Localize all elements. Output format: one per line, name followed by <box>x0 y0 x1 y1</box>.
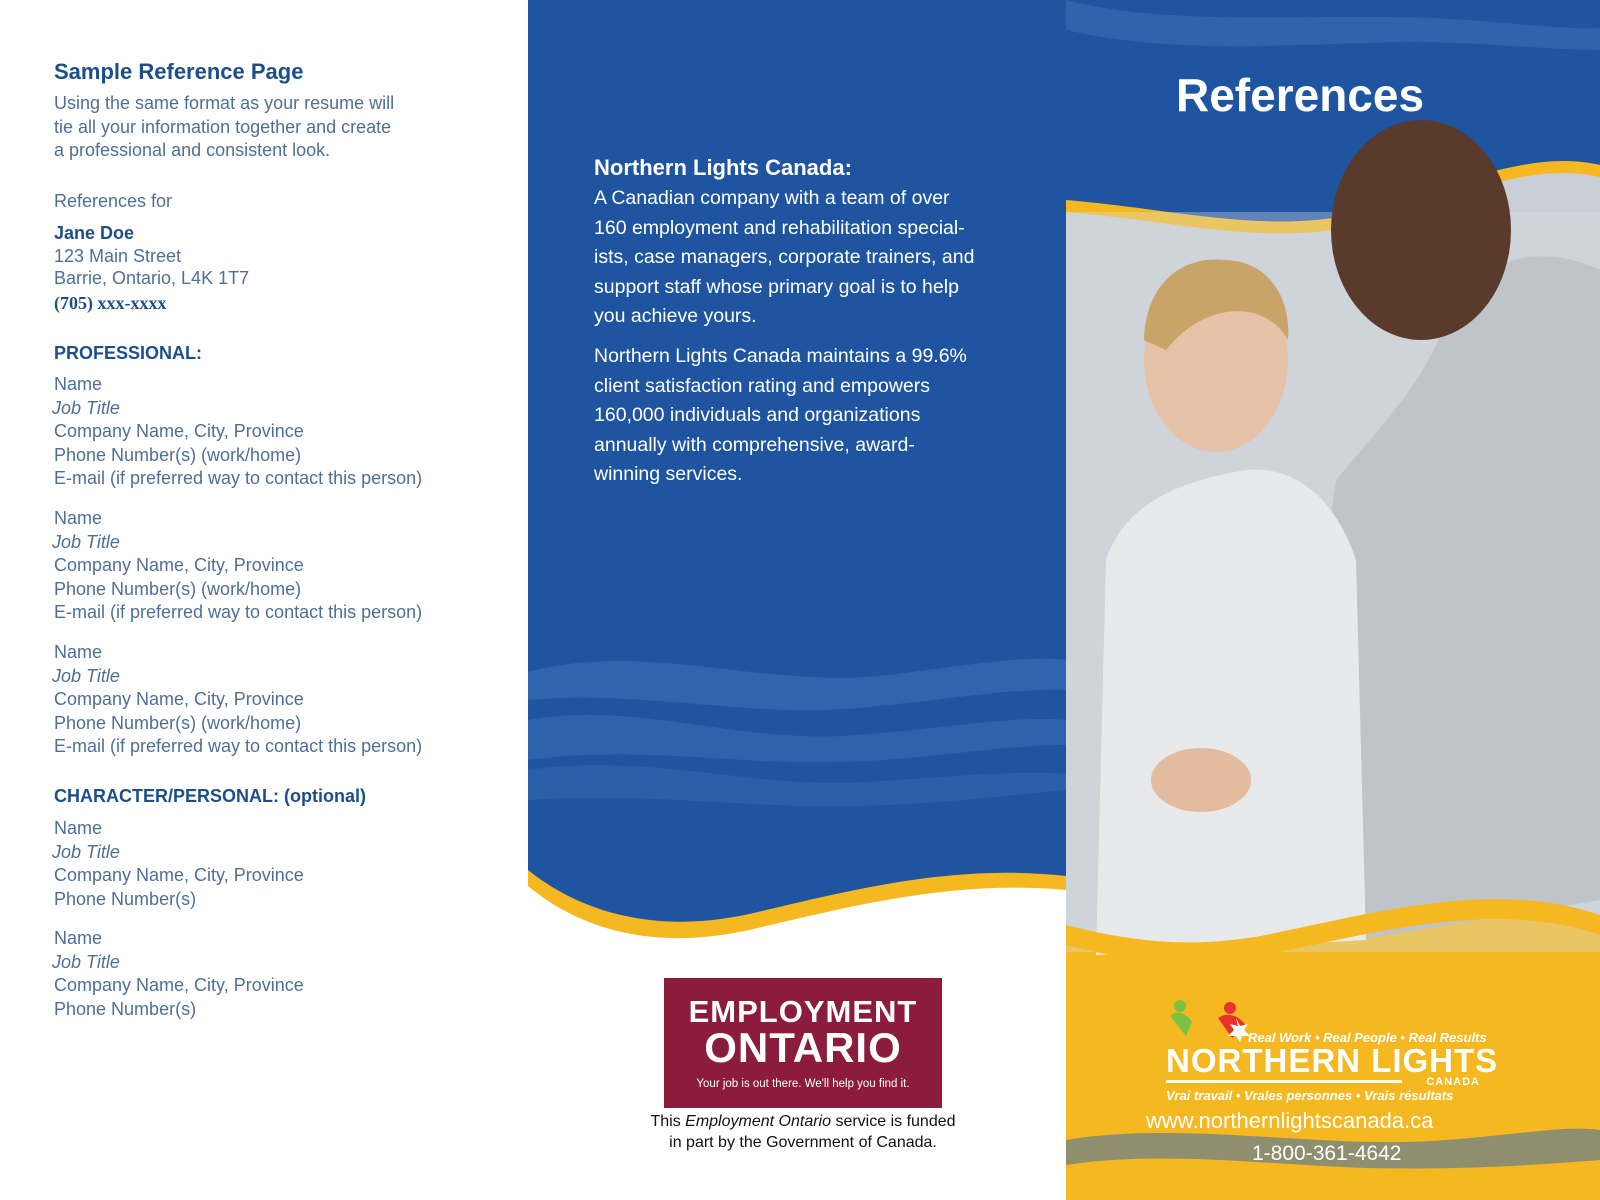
photo-illustration <box>1066 120 1600 955</box>
ref-phone: Phone Number(s) (work/home) <box>54 444 302 465</box>
logo-tagline-french: Vrai travail • Vrales personnes • Vrais résultats <box>1166 1088 1454 1103</box>
ref-email: E-mail (if preferred way to contact this person) <box>54 468 423 488</box>
northern-lights-logo <box>1166 996 1506 1106</box>
phone-number: 1-800-361-4642 <box>1252 1142 1402 1165</box>
about-line: 160,000 individuals and organizations <box>594 404 921 426</box>
ref-company: Company Name, City, Province <box>54 421 304 441</box>
personal-reference <box>54 927 304 1021</box>
logo-tagline-english: Real Work • Real People • Real Results <box>1248 1030 1487 1045</box>
person-street: 123 Main Street <box>54 246 182 266</box>
logo-country: CANADA <box>1426 1076 1480 1088</box>
ref-phone: Phone Number(s) (work/home) <box>54 578 302 599</box>
ref-phone: Phone Number(s) (work/home) <box>54 712 302 733</box>
eo-logo-line1: EMPLOYMENT <box>688 994 918 1029</box>
about-paragraph-1 <box>594 184 1014 332</box>
professional-reference <box>54 373 422 491</box>
ref-company: Company Name, City, Province <box>54 555 304 575</box>
panel-title: Sample Reference Page <box>54 59 304 84</box>
personal-heading: CHARACTER/PERSONAL: (optional) <box>54 786 366 806</box>
personal-reference <box>54 817 304 911</box>
about-panel <box>528 0 1066 1200</box>
ref-name: Name <box>54 508 103 528</box>
person-name: Jane Doe <box>54 223 135 243</box>
funding-program-name: Employment Ontario <box>685 1113 831 1130</box>
about-line: A Canadian company with a team of over <box>594 187 950 209</box>
professional-reference <box>54 507 422 625</box>
references-for-label: References for <box>54 191 173 211</box>
eo-logo-line2: ONTARIO <box>704 1024 902 1071</box>
ref-job-title: Job Title <box>52 397 120 418</box>
ref-phone: Phone Number(s) <box>54 998 197 1019</box>
ref-name: Name <box>54 818 103 838</box>
eo-logo-tagline: Your job is out there. We'll help you find it. <box>696 1078 910 1090</box>
ref-email: E-mail (if preferred way to contact this person) <box>54 736 423 756</box>
funding-text: service is funded <box>831 1113 956 1130</box>
website-link[interactable]: www.northernlightscanada.ca <box>1146 1108 1434 1133</box>
ref-company: Company Name, City, Province <box>54 975 304 995</box>
about-line: ists, case managers, corporate trainers, and <box>594 246 975 268</box>
about-line: Northern Lights Canada maintains a 99.6% <box>594 345 967 367</box>
about-line: 160 employment and rehabilitation special- <box>594 216 965 239</box>
employment-ontario-logo <box>664 978 942 1108</box>
about-line: you achieve yours. <box>594 305 757 327</box>
person-phone: (705) xxx-xxxx <box>54 293 167 313</box>
ref-job-title: Job Title <box>52 841 120 862</box>
intro-line: tie all your information together and create <box>54 116 392 137</box>
professional-reference <box>54 641 422 759</box>
logo-underline <box>1166 1080 1402 1083</box>
person-city: Barrie, Ontario, L4K 1T7 <box>54 268 250 288</box>
about-paragraph-2 <box>594 342 1014 490</box>
about-title: Northern Lights Canada: <box>594 155 852 180</box>
cover-title: References <box>1176 69 1425 121</box>
about-line: client satisfaction rating and empowers <box>594 374 931 397</box>
about-line: winning services. <box>594 463 743 485</box>
intro-line: a professional and consistent look. <box>54 140 331 160</box>
cover-panel <box>1066 0 1600 1200</box>
logo-name: NORTHERN LIGHTS <box>1166 1042 1499 1079</box>
ref-company: Company Name, City, Province <box>54 865 304 885</box>
intro-line: Using the same format as your resume will <box>54 93 395 113</box>
funding-text: This <box>650 1113 686 1130</box>
funding-statement-line1 <box>608 1111 998 1132</box>
ref-name: Name <box>54 374 103 394</box>
ref-job-title: Job Title <box>52 951 120 972</box>
about-line: annually with comprehensive, award- <box>594 433 915 456</box>
ref-name: Name <box>54 928 103 948</box>
reference-page-panel <box>0 0 528 1200</box>
funding-statement-line2: in part by the Government of Canada. <box>669 1134 937 1151</box>
ref-company: Company Name, City, Province <box>54 689 304 709</box>
ref-name: Name <box>54 642 103 662</box>
ref-job-title: Job Title <box>52 531 120 552</box>
ref-email: E-mail (if preferred way to contact this person) <box>54 602 423 622</box>
intro-text <box>54 92 394 163</box>
people-figures-icon <box>1166 996 1256 1046</box>
professional-heading: PROFESSIONAL: <box>54 343 203 363</box>
ref-job-title: Job Title <box>52 665 120 686</box>
ref-phone: Phone Number(s) <box>54 888 197 909</box>
about-line: support staff whose primary goal is to help <box>594 275 959 298</box>
